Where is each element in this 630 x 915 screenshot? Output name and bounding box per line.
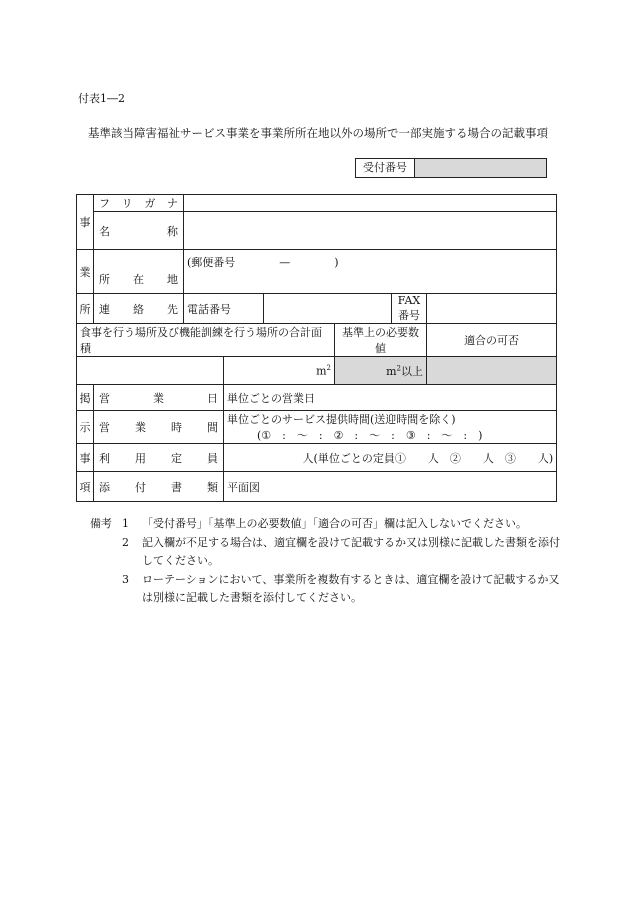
attachment-char: 付 [135,480,146,494]
attachment-field[interactable] [224,472,557,502]
side-label-kei: 掲 [77,385,94,411]
name-label [94,212,184,250]
phone-label-text: 電話番号 [187,302,231,316]
side-label-sho: 所 [77,294,94,324]
registration-form-table [76,194,557,502]
name-label-char: 称 [167,224,178,238]
side-label-ji: 事 [77,195,94,250]
address-field[interactable] [184,250,557,294]
side-label-ji3: 事 [77,444,94,472]
address-label [94,250,184,294]
area-unit-sup: 2 [326,363,331,372]
remarks-section [90,515,560,608]
business-hours-char: 時 [171,421,182,434]
furigana-char: ナ [166,197,178,210]
attachment-char: 類 [207,480,218,494]
remark-text: 「受付番号」「基準上の必要数値」「適合の可否」欄は記入しないでください。 [142,517,527,530]
capacity-label [94,444,224,472]
capacity-char: 利 [99,451,110,465]
required-suffix: 以上 [401,364,423,378]
business-hours-char: 業 [135,421,146,434]
required-unit: m [386,364,397,378]
capacity-field[interactable] [224,444,557,472]
attachment-char: 添 [99,480,110,494]
business-hours-char: 間 [207,421,218,434]
business-days-value: 単位ごとの営業日 [227,391,315,405]
suitability-label: 適合の可否 [427,324,557,357]
capacity-char: 用 [135,451,146,465]
document-label: 付表1―2 [78,92,125,105]
remark-text: 記入欄が不足する場合は、適宜欄を設けて記載するか又は別様に記載した書類を添付してください。 [142,535,560,567]
remark-item [90,534,560,571]
remark-number: 1 [122,517,129,530]
business-hours-field[interactable] [224,411,557,444]
capacity-value: 人(単位ごとの定員① 人 ② 人 ③ 人) [302,451,554,465]
contact-label [94,294,184,324]
fax-label: FAX番号 [392,294,427,324]
contact-label-char: 先 [167,302,178,316]
form-title: 基準該当障害福祉サービス事業を事業所所在地以外の場所で一部実施する場合の記載事項 [88,126,548,140]
furigana-label [94,195,184,212]
receipt-number-label: 受付番号 [356,159,415,177]
capacity-char: 定 [171,451,182,465]
side-label-kou: 項 [77,472,94,502]
remark-text: ローテーションにおいて、事業所を複数有するときは、適宜欄を設けて記載するか又は別様に記載した書類を添付してください。 [142,572,560,604]
address-label-char: 在 [133,272,144,286]
address-label-char: 所 [99,272,110,286]
receipt-number-box [355,158,547,178]
furigana-field[interactable] [184,195,557,212]
business-days-field[interactable] [224,385,557,411]
required-unit-sup: 2 [396,363,401,372]
business-hours-value: 単位ごとのサービス提供時間(送迎時間を除く) [227,413,456,426]
postal-code-label: (郵便番号 — ) [187,256,339,269]
required-value-label: 基準上の必要数値 [335,324,427,357]
side-label-ji2: 示 [77,411,94,444]
attachment-label [94,472,224,502]
attachment-value: 平面図 [227,480,260,494]
phone-label [184,294,264,324]
furigana-char: ガ [144,197,156,210]
area-field[interactable] [224,357,335,385]
contact-label-char: 絡 [133,302,144,316]
business-days-label [94,385,224,411]
phone-field[interactable] [264,294,392,324]
remark-item [90,515,560,534]
business-days-char: 日 [207,391,218,405]
required-value-field[interactable] [335,357,427,385]
address-label-char: 地 [167,272,178,286]
attachment-char: 書 [171,480,182,494]
fax-field[interactable] [427,294,557,324]
name-field[interactable] [184,212,557,250]
suitability-field[interactable] [427,357,557,385]
receipt-number-field[interactable] [415,159,546,177]
name-label-char: 名 [99,224,110,238]
remark-number: 3 [122,572,129,586]
furigana-char: フ [99,197,110,210]
business-hours-char: 営 [99,421,110,434]
remark-item [90,571,560,608]
remark-number: 2 [122,535,129,549]
business-hours-label [94,411,224,444]
area-unit: m [316,364,327,378]
contact-label-char: 連 [99,302,110,316]
business-hours-slots: (① : ～ : ② : ～ : ③ : ～ : ) [257,429,483,442]
area-blank [77,357,224,385]
area-label: 食事を行う場所及び機能訓練を行う場所の合計面積 [77,324,335,357]
remarks-heading: 備考 [90,517,112,530]
furigana-char: リ [121,197,133,210]
business-days-char: 営 [99,391,110,405]
side-label-gyo: 業 [77,250,94,294]
business-days-char: 業 [153,391,164,405]
capacity-char: 員 [207,451,218,465]
